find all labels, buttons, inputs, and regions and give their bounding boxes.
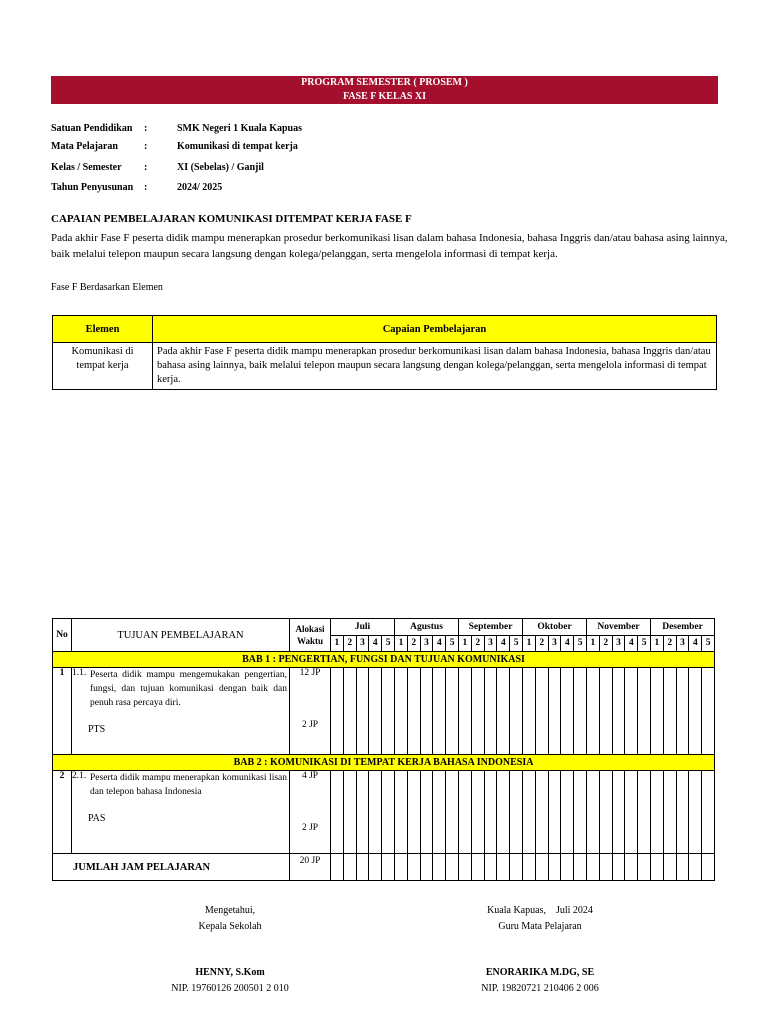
alokasi-cell: [290, 668, 331, 755]
row-number: 1: [53, 668, 72, 755]
tp-cell: [72, 771, 290, 854]
tp-cell: [72, 668, 290, 755]
document-header: [51, 76, 718, 104]
week-cell: 3: [676, 635, 689, 652]
sign-left-nip: NIP. 19760126 200501 2 010: [171, 983, 289, 994]
week-cell: 2: [663, 635, 676, 652]
sign-right-name: ENORARIKA M.DG, SE: [485, 967, 595, 978]
total-jp: 20 JP: [290, 854, 331, 881]
tp-row: [53, 771, 715, 854]
col-no-header: No: [53, 619, 72, 652]
week-cell: 4: [625, 635, 638, 652]
week-cell: 3: [548, 635, 561, 652]
tp-code: 1.1.: [72, 668, 87, 678]
info-value: XI (Sebelas) / Ganjil: [177, 162, 264, 173]
week-cell: 5: [510, 635, 523, 652]
info-value: SMK Negeri 1 Kuala Kapuas: [177, 123, 303, 134]
info-label: Tahun Penyusunan: [51, 182, 134, 193]
capaian-body: Pada akhir Fase F peserta didik mampu menerapkan prosedur berkomunikasi lisan dalam bahasa Indonesia, bahasa Inggris dan/atau bahasa asing lainnya, baik melalui telepon maupun secara langsung dengan kolega/pelanggan, serta mengelola informasi di tempat kerja.: [51, 232, 728, 260]
capaian-header: Capaian Pembelajaran: [153, 316, 717, 343]
tp-text: Peserta didik mampu menerapkan komunikasi lisan dan telepon bahasa Indonesia: [90, 773, 287, 797]
bab-row: [53, 755, 715, 771]
info-row-mapel: [0, 141, 768, 155]
month-header: Desember: [651, 619, 715, 636]
week-cell: 4: [689, 635, 702, 652]
week-cell: 5: [382, 635, 395, 652]
week-cell: 4: [433, 635, 446, 652]
info-label: Kelas / Semester: [51, 162, 122, 173]
week-cell: 5: [702, 635, 715, 652]
info-row-kelas: [0, 162, 768, 176]
info-colon: :: [144, 123, 148, 134]
tp-code: 2.1.: [72, 771, 87, 781]
elemen-table: [52, 315, 717, 390]
tp-row: [53, 668, 715, 755]
total-row: [53, 854, 715, 881]
header-title: PROGRAM SEMESTER ( PROSEM ): [301, 77, 468, 88]
week-cell: 3: [612, 635, 625, 652]
week-cell: 2: [407, 635, 420, 652]
bab-title: BAB 1 : PENGERTIAN, FUNGSI DAN TUJUAN KOMUNIKASI: [53, 652, 715, 668]
week-cell: 1: [331, 635, 344, 652]
info-colon: :: [144, 182, 148, 193]
elemen-cell: Komunikasi di tempat kerja: [53, 343, 153, 390]
week-cell: 1: [587, 635, 600, 652]
month-header: September: [459, 619, 523, 636]
sign-left-name: HENNY, S.Kom: [195, 967, 265, 978]
week-cell: 3: [420, 635, 433, 652]
info-value: 2024/ 2025: [177, 182, 223, 193]
sign-left-line2: Kepala Sekolah: [198, 921, 262, 932]
col-alokasi-header: Alokasi Waktu: [290, 619, 331, 652]
info-row-tahun: [0, 182, 768, 196]
month-header: Juli: [331, 619, 395, 636]
header-subtitle: FASE F KELAS XI: [342, 91, 427, 102]
signature-left: [130, 903, 330, 997]
alokasi-jp: 12 JP: [299, 668, 321, 678]
week-cell: 4: [561, 635, 574, 652]
week-cell: 3: [356, 635, 369, 652]
week-cell: 5: [446, 635, 459, 652]
info-row-satuan: [0, 123, 768, 137]
week-cell: 1: [651, 635, 664, 652]
sign-right-line1: Kuala Kapuas, Juli 2024: [487, 905, 593, 916]
total-label: JUMLAH JAM PELAJARAN: [53, 854, 290, 881]
bab-row: [53, 652, 715, 668]
col-tp-header: TUJUAN PEMBELAJARAN: [72, 619, 290, 652]
prosem-table: [52, 618, 715, 881]
week-cell: 5: [574, 635, 587, 652]
fase-label: Fase F Berdasarkan Elemen: [51, 282, 163, 293]
month-header: November: [587, 619, 651, 636]
alokasi-pas-jp: 2 JP: [301, 823, 319, 833]
elemen-header: Elemen: [53, 316, 153, 343]
week-cell: 4: [497, 635, 510, 652]
week-cell: 5: [638, 635, 651, 652]
capaian-title: CAPAIAN PEMBELAJARAN KOMUNIKASI DITEMPAT KERJA FASE F: [51, 213, 412, 225]
alokasi-jp: 4 JP: [301, 771, 319, 781]
week-cell: 3: [484, 635, 497, 652]
month-header: Oktober: [523, 619, 587, 636]
bab-title: BAB 2 : KOMUNIKASI DI TEMPAT KERJA BAHASA INDONESIA: [53, 755, 715, 771]
week-cell: 4: [369, 635, 382, 652]
info-colon: :: [144, 162, 148, 173]
sign-right-nip: NIP. 19820721 210406 2 006: [481, 983, 599, 994]
info-colon: :: [144, 141, 148, 152]
week-cell: 1: [459, 635, 472, 652]
pts-label: PTS: [88, 724, 106, 735]
week-cell: 1: [523, 635, 536, 652]
info-label: Mata Pelajaran: [51, 141, 118, 152]
info-value: Komunikasi di tempat kerja: [177, 141, 298, 152]
info-label: Satuan Pendidikan: [51, 123, 133, 134]
week-cell: 1: [395, 635, 408, 652]
capaian-cell: Pada akhir Fase F peserta didik mampu menerapkan prosedur berkomunikasi lisan dalam bahasa Indonesia, bahasa Inggris dan/atau bahasa asing lainnya, baik melalui telepon maupun secara langsung dengan kolega/pelanggan, serta mengelola informasi di tempat kerja.: [153, 343, 717, 390]
month-header: Agustus: [395, 619, 459, 636]
week-cell: 2: [599, 635, 612, 652]
week-cell: 2: [343, 635, 356, 652]
row-number: 2: [53, 771, 72, 854]
sign-right-line2: Guru Mata Pelajaran: [498, 921, 582, 932]
pas-label: PAS: [88, 813, 106, 824]
alokasi-pts-jp: 2 JP: [301, 720, 319, 730]
tp-text: Peserta didik mampu mengemukakan pengertian, fungsi, dan tujuan komunikasi dengan baik dan penuh rasa percaya diri.: [90, 670, 287, 708]
week-cell: 2: [471, 635, 484, 652]
week-cell: 2: [535, 635, 548, 652]
alokasi-cell: [290, 771, 331, 854]
signature-right: [440, 903, 640, 997]
sign-left-line1: Mengetahui,: [204, 905, 256, 916]
